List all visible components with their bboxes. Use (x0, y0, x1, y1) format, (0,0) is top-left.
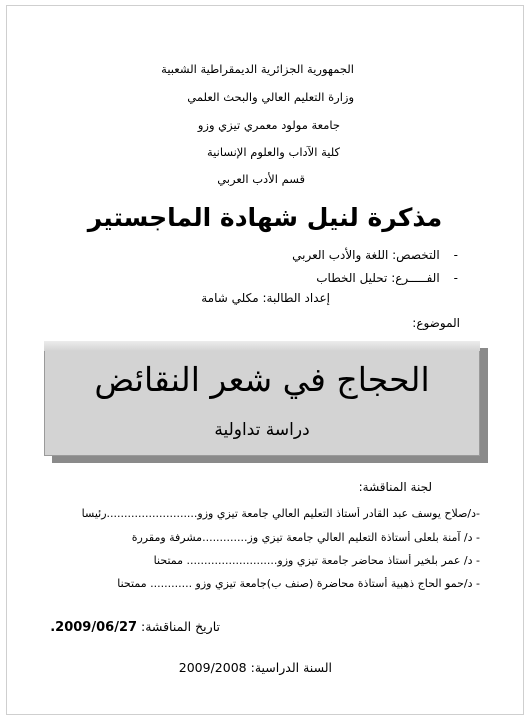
branch-label: الفـــــرع: (391, 271, 440, 285)
specialty-value: اللغة والأدب العربي (292, 248, 389, 262)
academic-year-line (179, 660, 332, 675)
subject-label: الموضوع: (412, 316, 460, 330)
committee-member-3: - د/ عمر بلخير أستاذ محاضر جامعة تيزي وزو.......................... ممتحنا (153, 554, 480, 567)
title-box-bevel (44, 341, 480, 351)
committee-member-4: - د/حمو الحاج ذهبية أستاذة محاضرة (صنف ب)جامعة تيزي وزو ............ ممتحنا (117, 577, 480, 590)
thesis-subtitle: دراسة تداولية (214, 420, 310, 440)
student-label: إعداد الطالبة: (262, 291, 330, 305)
department-line: قسم الأدب العربي (217, 172, 305, 186)
academic-year-value: 2009/2008 (178, 660, 247, 675)
faculty-line: كلية الآداب والعلوم الإنسانية (206, 145, 340, 159)
academic-year-label: السنة الدراسية: (250, 660, 332, 675)
thesis-title: الحجاج في شعر النقائض (94, 360, 430, 399)
committee-title: لجنة المناقشة: (358, 480, 432, 494)
thesis-type-title: مذكرة لنيل شهادة الماجستير (87, 203, 443, 232)
committee-member-2: - د/ آمنة بلعلى أستاذة التعليم العالي جامعة تيزي وز.............مشرفة ومقررة (131, 531, 480, 544)
specialty-label: التخصص: (392, 248, 440, 262)
republic-line: الجمهورية الجزائرية الديمقراطية الشعبية (161, 62, 354, 76)
branch-line (316, 271, 458, 285)
ministry-line: وزارة التعليم العالي والبحث العلمي (187, 90, 354, 104)
university-line: جامعة مولود معمري تيزي وزو (197, 118, 340, 132)
defense-date-label: تاريخ المناقشة: (141, 619, 220, 634)
specialty-dash: - (453, 248, 458, 262)
defense-date-line (50, 619, 220, 635)
specialty-line (292, 248, 458, 262)
student-line (201, 291, 330, 305)
branch-value: تحليل الخطاب (316, 271, 388, 285)
student-name: مكلي شامة (201, 291, 259, 305)
defense-date-value: 2009/06/27. (50, 620, 138, 635)
committee-member-1: -د/صلاح يوسف عبد القادر أستاذ التعليم العالي جامعة تيزي وزو..........................رئيسا (81, 507, 480, 520)
branch-dash: - (453, 271, 458, 285)
